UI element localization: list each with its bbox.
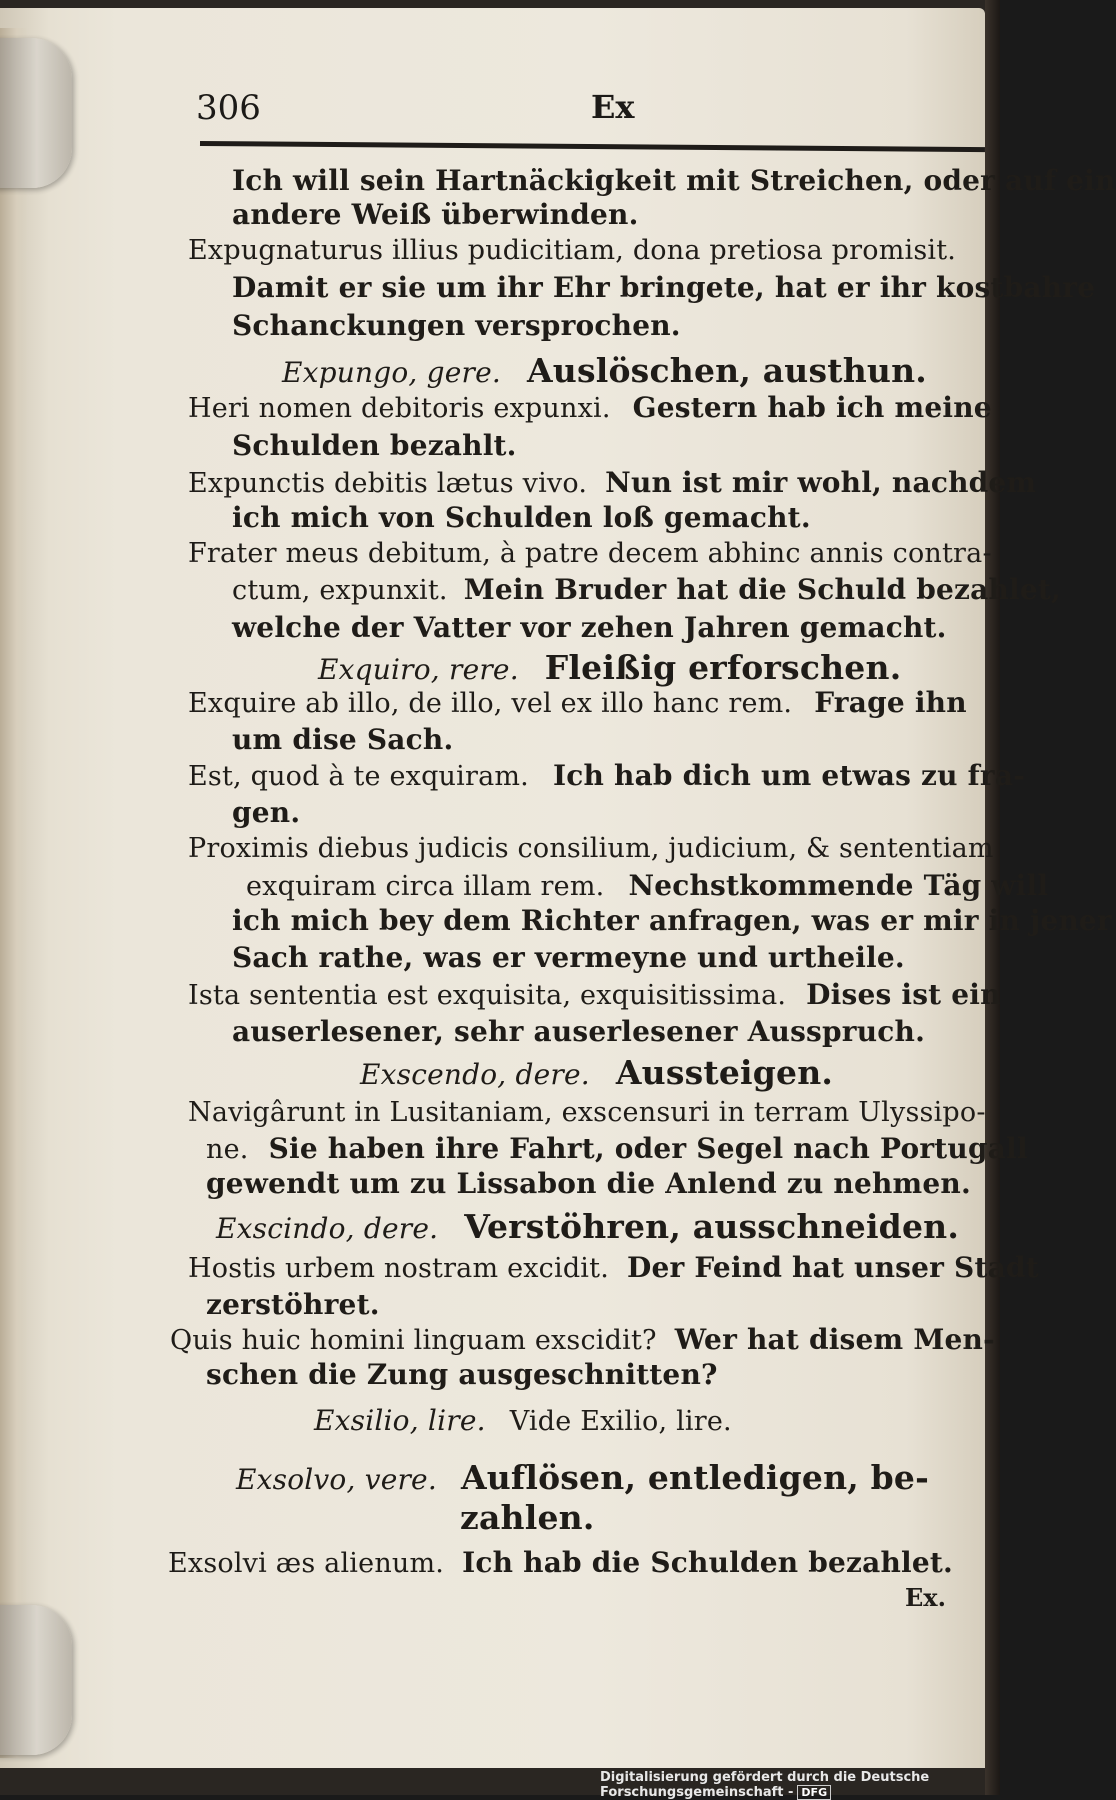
latin-text: exquiram circa illam rem. bbox=[246, 871, 605, 902]
credit-text: Digitalisierung gefördert durch die Deutsche Forschungsgemeinschaft - bbox=[600, 1770, 930, 1800]
headword: Exscendo, dere. bbox=[360, 1058, 590, 1091]
german-text: Sach rathe, was er vermeyne und urtheile. bbox=[232, 941, 905, 974]
german-text: Ich will sein Hartnäckigkeit mit Streichen, oder auf ein bbox=[232, 164, 1116, 197]
german-text: gen. bbox=[232, 796, 301, 829]
headword: Expungo, gere. bbox=[282, 356, 501, 389]
german-text: auserlesener, sehr auserlesener Ausspruch. bbox=[232, 1015, 926, 1048]
text-line bbox=[232, 795, 300, 832]
text-line bbox=[206, 1287, 380, 1324]
text-line bbox=[206, 1357, 718, 1394]
latin-text: Expunctis debitis lætus vivo. bbox=[188, 468, 588, 499]
headword: Exscindo, dere. bbox=[216, 1212, 439, 1245]
german-text: Ich hab dich um etwas zu fra- bbox=[552, 759, 1026, 792]
latin-text: Ista sententia est exquisita, exquisitissima. bbox=[188, 980, 787, 1011]
german-text: Der Feind hat unser Stadt bbox=[626, 1251, 1039, 1284]
page-number: 306 bbox=[196, 88, 261, 128]
text-line bbox=[168, 1545, 953, 1582]
headword: Exquiro, rere. bbox=[318, 653, 519, 686]
headword-translation: Auflösen, entledigen, be- bbox=[460, 1458, 930, 1497]
text-line bbox=[170, 1322, 995, 1359]
text-line bbox=[188, 1095, 986, 1131]
text-line bbox=[460, 1500, 595, 1539]
headword-translation: Verstöhren, ausschneiden. bbox=[464, 1207, 960, 1246]
text-line bbox=[318, 650, 901, 689]
latin-text: Est, quod à te exquiram. bbox=[188, 761, 529, 792]
latin-text: Proximis diebus judicis consilium, judicium, & sententiam bbox=[188, 833, 994, 864]
page-clip-bottom bbox=[0, 1605, 72, 1755]
text-line bbox=[188, 465, 1036, 502]
text-line bbox=[216, 1209, 959, 1248]
german-text: Mein Bruder hat die Schuld bezahlet, bbox=[463, 573, 1061, 606]
latin-text: Hostis urbem nostram excidit. bbox=[188, 1253, 609, 1284]
text-line bbox=[188, 390, 992, 427]
headword: Exsolvo, vere. bbox=[236, 1463, 437, 1496]
text-line bbox=[232, 163, 1116, 200]
german-text: Schulden bezahlt. bbox=[232, 429, 517, 462]
headword-translation: Fleißig erforschen. bbox=[544, 648, 902, 687]
latin-text: Exsolvi æs alienum. bbox=[168, 1548, 445, 1579]
headword-translation: zahlen. bbox=[460, 1498, 595, 1537]
text-line bbox=[232, 940, 905, 977]
text-line bbox=[232, 270, 1095, 307]
text-line bbox=[232, 308, 681, 345]
text-line bbox=[232, 500, 811, 537]
german-text: zerstöhret. bbox=[206, 1288, 380, 1321]
text-line bbox=[232, 1014, 925, 1051]
german-text: ich mich von Schulden loß gemacht. bbox=[232, 501, 811, 534]
german-text: Sie haben ihre Fahrt, oder Segel nach Portugall bbox=[268, 1132, 1028, 1165]
german-text: welche der Vatter vor zehen Jahren gemacht. bbox=[232, 611, 947, 644]
text-line bbox=[236, 1460, 929, 1499]
latin-text: ne. bbox=[206, 1134, 249, 1165]
latin-text: Heri nomen debitoris expunxi. bbox=[188, 393, 611, 424]
page-header bbox=[196, 88, 986, 138]
german-text: andere Weiß überwinden. bbox=[232, 198, 639, 231]
text-line bbox=[282, 353, 927, 392]
text-line bbox=[232, 722, 453, 759]
text-line bbox=[206, 1131, 1028, 1168]
text-line bbox=[188, 685, 967, 722]
latin-text: Navigârunt in Lusitaniam, exscensuri in terram Ulyssipo- bbox=[188, 1097, 986, 1128]
german-text: Ich hab die Schulden bezahlet. bbox=[462, 1546, 953, 1579]
latin-text: Exquire ab illo, de illo, vel ex illo hanc rem. bbox=[188, 688, 793, 719]
latin-text: ctum, expunxit. bbox=[232, 575, 448, 606]
running-head: Ex bbox=[591, 88, 635, 126]
text-line bbox=[360, 1055, 833, 1094]
text-line bbox=[232, 428, 517, 465]
german-text: Dises ist ein bbox=[806, 978, 1001, 1011]
german-text: Frage ihn bbox=[814, 686, 967, 719]
text-line bbox=[206, 1166, 971, 1203]
text-line bbox=[246, 868, 1048, 905]
german-text: Gestern hab ich meine bbox=[632, 391, 992, 424]
headword-translation: Aussteigen. bbox=[615, 1053, 834, 1092]
latin-text: Frater meus debitum, à patre decem abhinc annis contra- bbox=[188, 538, 992, 569]
text-line bbox=[232, 610, 947, 647]
dfg-logo: DFG bbox=[797, 1785, 831, 1800]
headword: Exsilio, lire. bbox=[314, 1404, 486, 1437]
page-edge-shadow bbox=[0, 28, 28, 1758]
page-clip-top bbox=[0, 38, 72, 188]
latin-text: Quis huic homini linguam exscidit? bbox=[170, 1325, 657, 1356]
latin-text: Expugnaturus illius pudicitiam, dona pretiosa promisit. bbox=[188, 235, 957, 266]
german-text: Wer hat disem Men- bbox=[674, 1323, 995, 1356]
german-text: schen die Zung ausgeschnitten? bbox=[206, 1358, 718, 1391]
german-text: gewendt um zu Lissabon die Anlend zu nehmen. bbox=[206, 1167, 971, 1200]
german-text: ich mich bey dem Richter anfragen, was er mir in jener bbox=[232, 904, 1112, 937]
german-text: Schanckungen versprochen. bbox=[232, 309, 681, 342]
german-text: Damit er sie um ihr Ehr bringete, hat er ihr kostbahre bbox=[232, 271, 1096, 304]
german-text: um dise Sach. bbox=[232, 723, 454, 756]
text-line bbox=[314, 1403, 732, 1440]
text-line bbox=[232, 572, 1061, 609]
digitization-credit bbox=[600, 1770, 1000, 1800]
text-line bbox=[232, 903, 1112, 940]
text-line bbox=[188, 758, 1025, 795]
german-text: Nechstkommende Täg will bbox=[628, 869, 1049, 902]
text-line bbox=[188, 977, 1001, 1014]
german-text: Nun ist mir wohl, nachdem bbox=[605, 466, 1037, 499]
latin-text: Vide Exilio, lire. bbox=[509, 1406, 732, 1437]
text-line bbox=[188, 1250, 1039, 1287]
text-line bbox=[188, 536, 992, 572]
headword-translation: Auslöschen, austhun. bbox=[526, 351, 927, 390]
catchword: Ex. bbox=[905, 1583, 946, 1612]
text-line bbox=[188, 831, 994, 867]
text-line bbox=[232, 197, 639, 234]
text-line bbox=[188, 233, 956, 269]
